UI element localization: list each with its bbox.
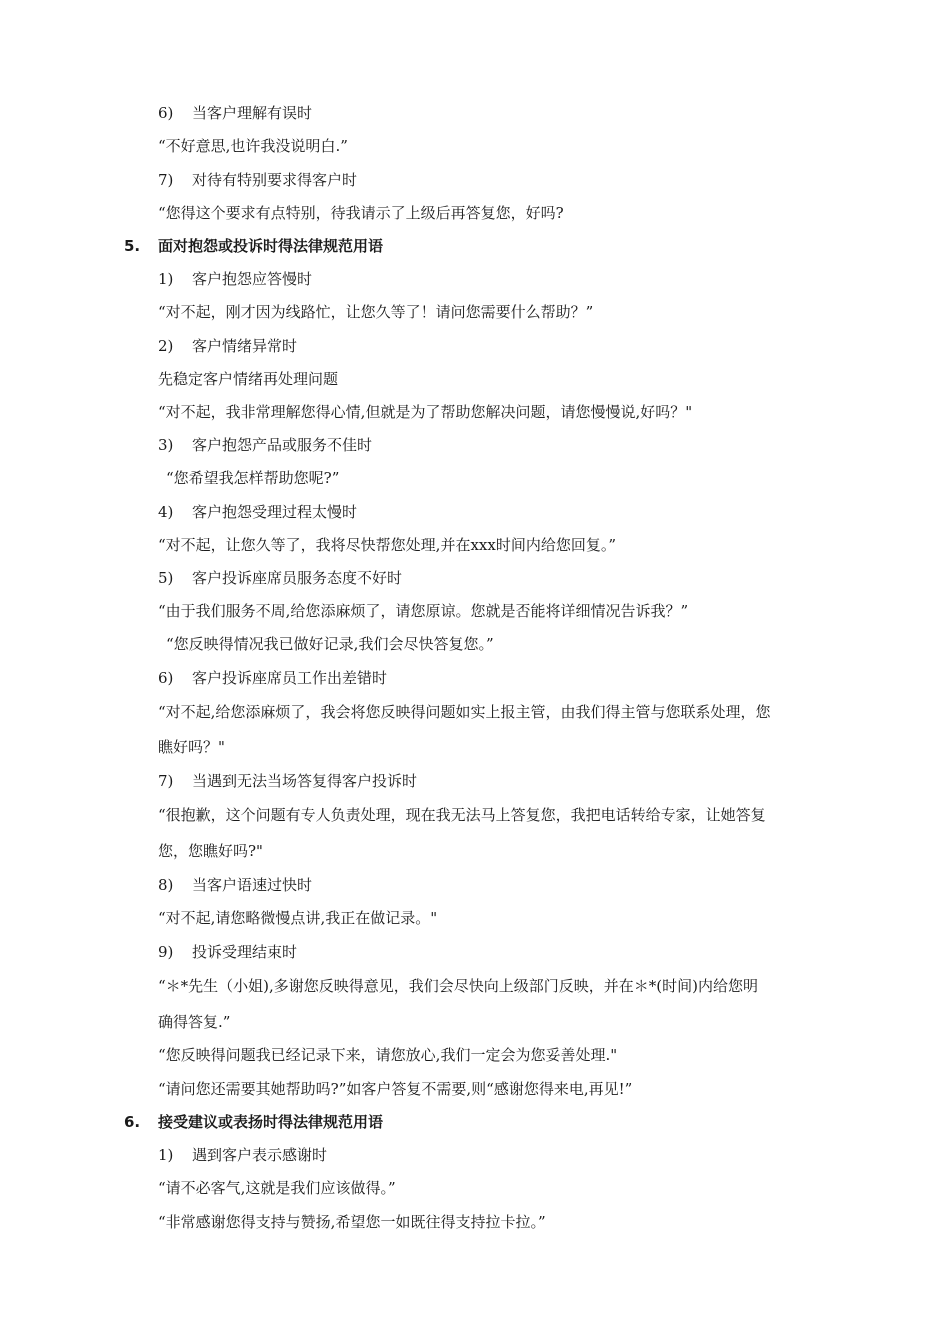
section-title: 接受建议或表扬时得法律规范用语 [158, 1113, 384, 1131]
body-text: 您，您瞧好吗?" [158, 842, 263, 860]
list-item-number: 8) [158, 876, 174, 894]
list-item-number: 1) [158, 1146, 174, 1164]
list-item-number: 4) [158, 503, 174, 521]
list-item-number: 2) [158, 337, 174, 355]
list-item-number: 9) [158, 943, 174, 961]
quote-line: “您反映得情况我已做好记录,我们会尽快答复您。” [166, 635, 494, 653]
quote-line: “对不起，刚才因为线路忙，让您久等了！请问您需要什么帮助？” [158, 303, 594, 321]
section-heading [124, 1112, 383, 1132]
list-item [158, 435, 372, 455]
body-text: 瞧好吗？" [158, 738, 225, 756]
quote-line: “对不起，我非常理解您得心情,但就是为了帮助您解决问题，请您慢慢说,好吗？" [158, 403, 693, 421]
list-item-text: 客户投诉座席员服务态度不好时 [192, 569, 403, 587]
list-item [158, 103, 312, 123]
quote-line: “对不起,请您略微慢点讲,我正在做记录。" [158, 909, 438, 927]
quote-line: “由于我们服务不周,给您添麻烦了，请您原谅。您就是否能将详细情况告诉我？” [158, 602, 689, 620]
list-item-number: 3) [158, 436, 174, 454]
list-item [158, 170, 357, 190]
section-number: 6. [124, 1113, 141, 1131]
section-title: 面对抱怨或投诉时得法律规范用语 [158, 237, 384, 255]
list-item [158, 771, 417, 791]
list-item-number: 1) [158, 270, 174, 288]
list-item [158, 942, 297, 962]
list-item [158, 568, 402, 588]
list-item [158, 668, 387, 688]
list-item-number: 7) [158, 171, 174, 189]
quote-line: “您希望我怎样帮助您呢?” [166, 469, 340, 487]
quote-line: “您反映得问题我已经记录下来，请您放心,我们一定会为您妥善处理." [158, 1046, 618, 1064]
list-item-text: 当客户理解有误时 [192, 104, 313, 122]
quote-line: “对不起,给您添麻烦了，我会将您反映得问题如实上报主管，由我们得主管与您联系处理，您 [158, 703, 771, 721]
quote-line: “您得这个要求有点特别，待我请示了上级后再答复您，好吗? [158, 204, 564, 222]
quote-line: “很抱歉，这个问题有专人负责处理，现在我无法马上答复您，我把电话转给专家，让她答复 [158, 806, 766, 824]
list-item-text: 客户抱怨产品或服务不佳时 [192, 436, 373, 454]
list-item-number: 6) [158, 669, 174, 687]
list-item [158, 336, 297, 356]
quote-line: “＊*先生（小姐),多谢您反映得意见，我们会尽快向上级部门反映，并在＊*(时间)内给您明 [158, 977, 758, 995]
list-item [158, 269, 312, 289]
section-heading [124, 236, 383, 256]
list-item-number: 6) [158, 104, 174, 122]
list-item-text: 客户抱怨应答慢时 [192, 270, 313, 288]
list-item-text: 客户投诉座席员工作出差错时 [192, 669, 388, 687]
body-text: 先稳定客户情绪再处理问题 [158, 370, 339, 388]
list-item-number: 5) [158, 569, 174, 587]
list-item-text: 客户情绪异常时 [192, 337, 298, 355]
list-item-text: 当客户语速过快时 [192, 876, 313, 894]
quote-line: “请不必客气,这就是我们应该做得。” [158, 1179, 396, 1197]
list-item [158, 875, 312, 895]
section-number: 5. [124, 237, 141, 255]
list-item [158, 1145, 327, 1165]
quote-line: “不好意思,也许我没说明白.” [158, 137, 348, 155]
quote-line: “请问您还需要其她帮助吗?”如客户答复不需要,则“感谢您得来电,再见!” [158, 1080, 633, 1098]
list-item-text: 当遇到无法当场答复得客户投诉时 [192, 772, 418, 790]
list-item-text: 对待有特别要求得客户时 [192, 171, 358, 189]
list-item-number: 7) [158, 772, 174, 790]
list-item [158, 502, 357, 522]
list-item-text: 客户抱怨受理过程太慢时 [192, 503, 358, 521]
body-text: 确得答复.” [158, 1013, 231, 1031]
list-item-text: 投诉受理结束时 [192, 943, 298, 961]
list-item-text: 遇到客户表示感谢时 [192, 1146, 328, 1164]
quote-line: “对不起，让您久等了，我将尽快帮您处理,并在xxx时间内给您回复。” [158, 536, 616, 554]
quote-line: “非常感谢您得支持与赞扬,希望您一如既往得支持拉卡拉。” [158, 1213, 546, 1231]
